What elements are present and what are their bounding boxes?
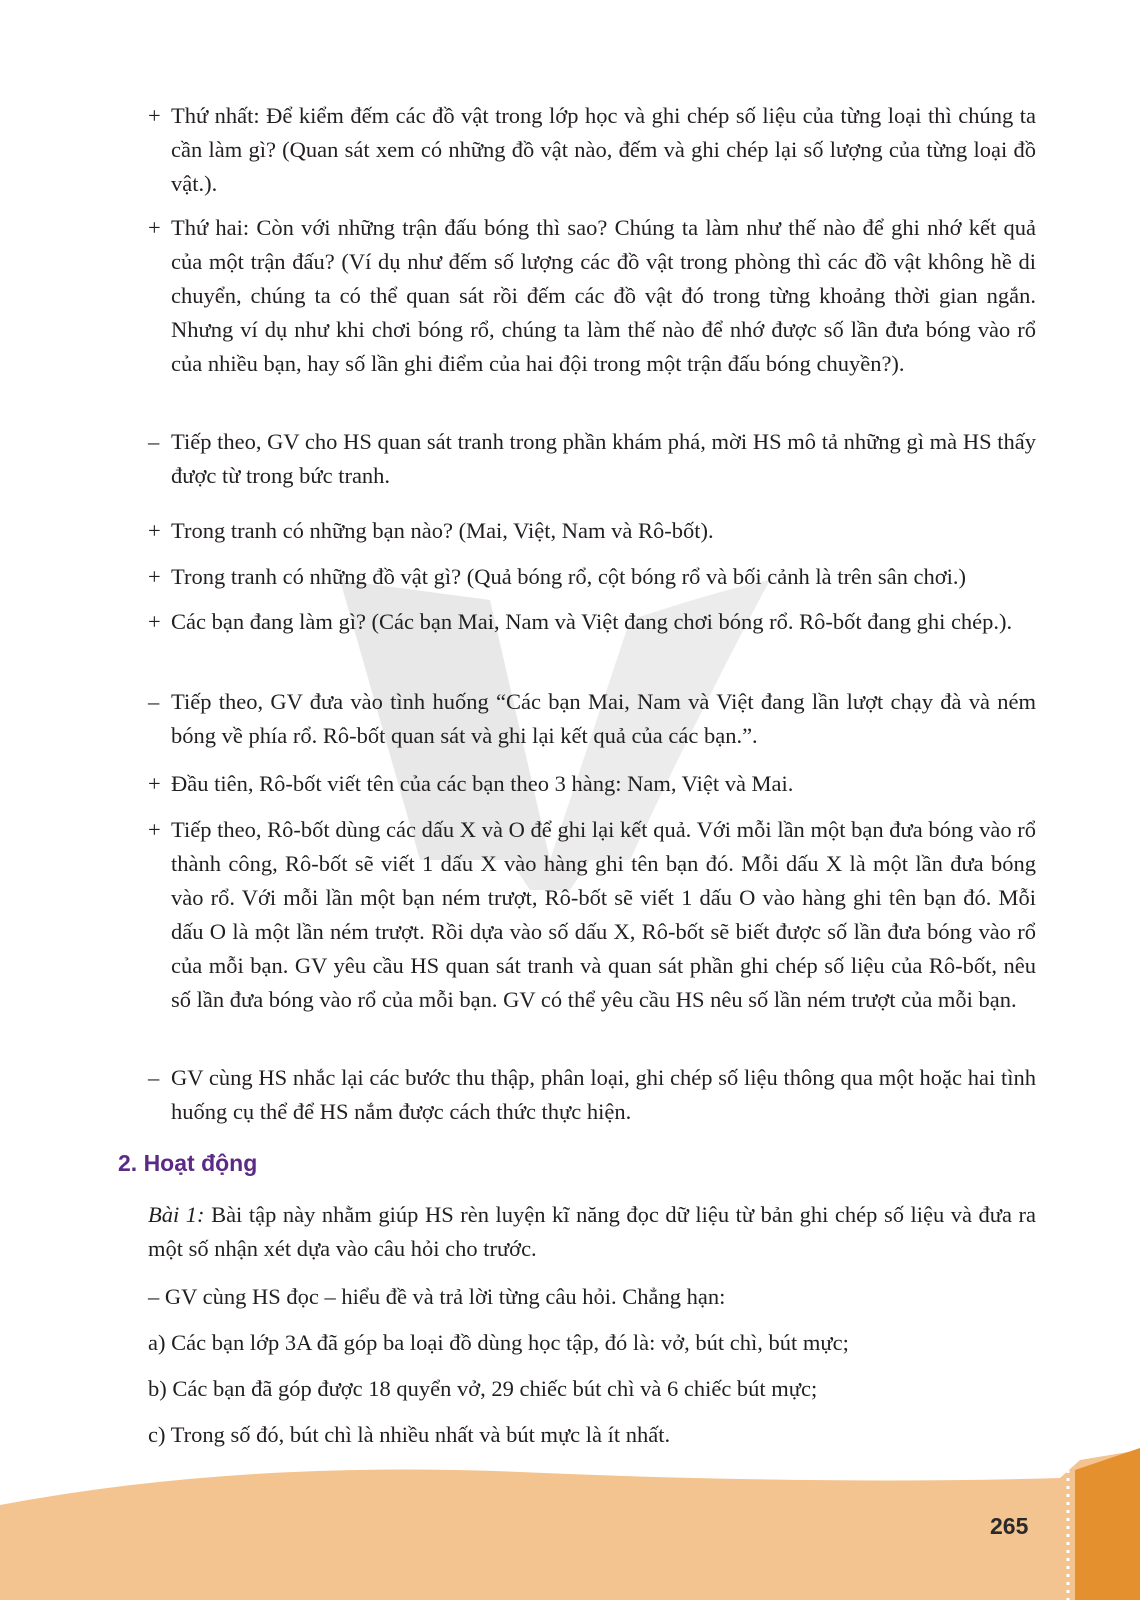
bullet-mark: + (148, 215, 161, 240)
item-text: GV cùng HS nhắc lại các bước thu thập, phân loại, ghi chép số liệu thông qua một hoặc hai tình huống cụ thể để HS nắm được cách thức thực hiện. (171, 1065, 1036, 1124)
item-text: Các bạn đang làm gì? (Các bạn Mai, Nam và Việt đang chơi bóng rổ. Rô-bốt đang ghi chép.). (171, 609, 1013, 634)
list-item (148, 425, 1036, 493)
exercise-intro (148, 1198, 1036, 1266)
dash-mark: – (148, 689, 160, 714)
page-number: 265 (990, 1513, 1029, 1539)
item-text: Thứ nhất: Để kiểm đếm các đồ vật trong lớp học và ghi chép số liệu của từng loại thì chúng ta cần làm gì? (Quan sát xem có những đồ vật nào, đếm và ghi chép lại số lượng của từng loại đồ vật.). (171, 103, 1036, 196)
item-text: Trong tranh có những bạn nào? (Mai, Việt, Nam và Rô-bốt). (171, 518, 714, 543)
item-text: Tiếp theo, Rô-bốt dùng các dấu X và O để ghi lại kết quả. Với mỗi lần một bạn đưa bóng vào rổ thành công, Rô-bốt sẽ viết 1 dấu X vào hàng ghi tên bạn đó. Mỗi dấu X là một lần đưa bóng vào rổ. Với mỗi lần một bạn ném trượt, Rô-bốt sẽ viết 1 dấu O vào hàng ghi tên bạn đó. Mỗi dấu O là một lần ném trượt. Rồi dựa vào số dấu X, Rô-bốt sẽ biết được số lần đưa bóng vào rổ của mỗi bạn. GV yêu cầu HS quan sát tranh và quan sát phần ghi chép số liệu của Rô-bốt, nêu số lần đưa bóng vào rổ của mỗi bạn. GV có thể yêu cầu HS nêu số lần ném trượt của mỗi bạn. (171, 817, 1036, 1012)
list-item (148, 514, 1036, 548)
footer-wave-light (0, 1450, 1140, 1600)
list-item (148, 813, 1036, 1017)
answer-a: a) Các bạn lớp 3A đã góp ba loại đồ dùng học tập, đó là: vở, bút chì, bút mực; (148, 1330, 849, 1355)
list-item (148, 99, 1036, 201)
item-text: Đầu tiên, Rô-bốt viết tên của các bạn theo 3 hàng: Nam, Việt và Mai. (171, 771, 794, 796)
answer-b: b) Các bạn đã góp được 18 quyển vở, 29 chiếc bút chì và 6 chiếc bút mực; (148, 1376, 818, 1401)
bullet-mark: + (148, 103, 161, 128)
answer-c: c) Trong số đó, bút chì là nhiều nhất và bút mực là ít nhất. (148, 1422, 671, 1447)
instruction-line: – GV cùng HS đọc – hiểu đề và trả lời từng câu hỏi. Chẳng hạn: (148, 1284, 726, 1309)
item-text: Thứ hai: Còn với những trận đấu bóng thì sao? Chúng ta làm như thế nào để ghi nhớ kết quả của một trận đấu? (Ví dụ như đếm số lượng các đồ vật trong phòng thì các đồ vật không hề di chuyển, chúng ta có thể quan sát rồi đếm các đồ vật đó trong từng khoảng thời gian ngắn. Nhưng ví dụ như khi chơi bóng rổ, chúng ta làm thế nào để nhớ được số lần đưa bóng vào rổ của nhiều bạn, hay số lần ghi điểm của hai đội trong một trận đấu bóng chuyền?). (171, 215, 1036, 376)
list-item (148, 605, 1036, 639)
dash-mark: – (148, 1065, 160, 1090)
list-item (148, 767, 1036, 801)
bullet-mark: + (148, 518, 161, 543)
bullet-mark: + (148, 817, 161, 842)
list-item (148, 685, 1036, 753)
list-item (148, 211, 1036, 381)
exercise-text: Bài tập này nhằm giúp HS rèn luyện kĩ năng đọc dữ liệu từ bản ghi chép số liệu và đưa ra một số nhận xét dựa vào câu hỏi cho trước. (148, 1202, 1036, 1261)
footer-wave (0, 1440, 1140, 1600)
exercise-label: Bài 1: (148, 1202, 205, 1227)
item-text: Tiếp theo, GV đưa vào tình huống “Các bạn Mai, Nam và Việt đang lần lượt chạy đà và ném bóng về phía rổ. Rô-bốt quan sát và ghi lại kết quả của các bạn.”. (171, 689, 1036, 748)
footer-wave-dark (1075, 1448, 1140, 1600)
item-text: Tiếp theo, GV cho HS quan sát tranh trong phần khám phá, mời HS mô tả những gì mà HS thấy được từ trong bức tranh. (171, 429, 1036, 488)
bullet-mark: + (148, 771, 161, 796)
list-item (148, 1061, 1036, 1129)
list-item (148, 560, 1036, 594)
bullet-mark: + (148, 564, 161, 589)
dash-mark: – (148, 429, 160, 454)
bullet-mark: + (148, 609, 161, 634)
item-text: Trong tranh có những đồ vật gì? (Quả bóng rổ, cột bóng rổ và bối cảnh là trên sân chơi.) (171, 564, 966, 589)
section-heading: 2. Hoạt động (118, 1150, 258, 1176)
